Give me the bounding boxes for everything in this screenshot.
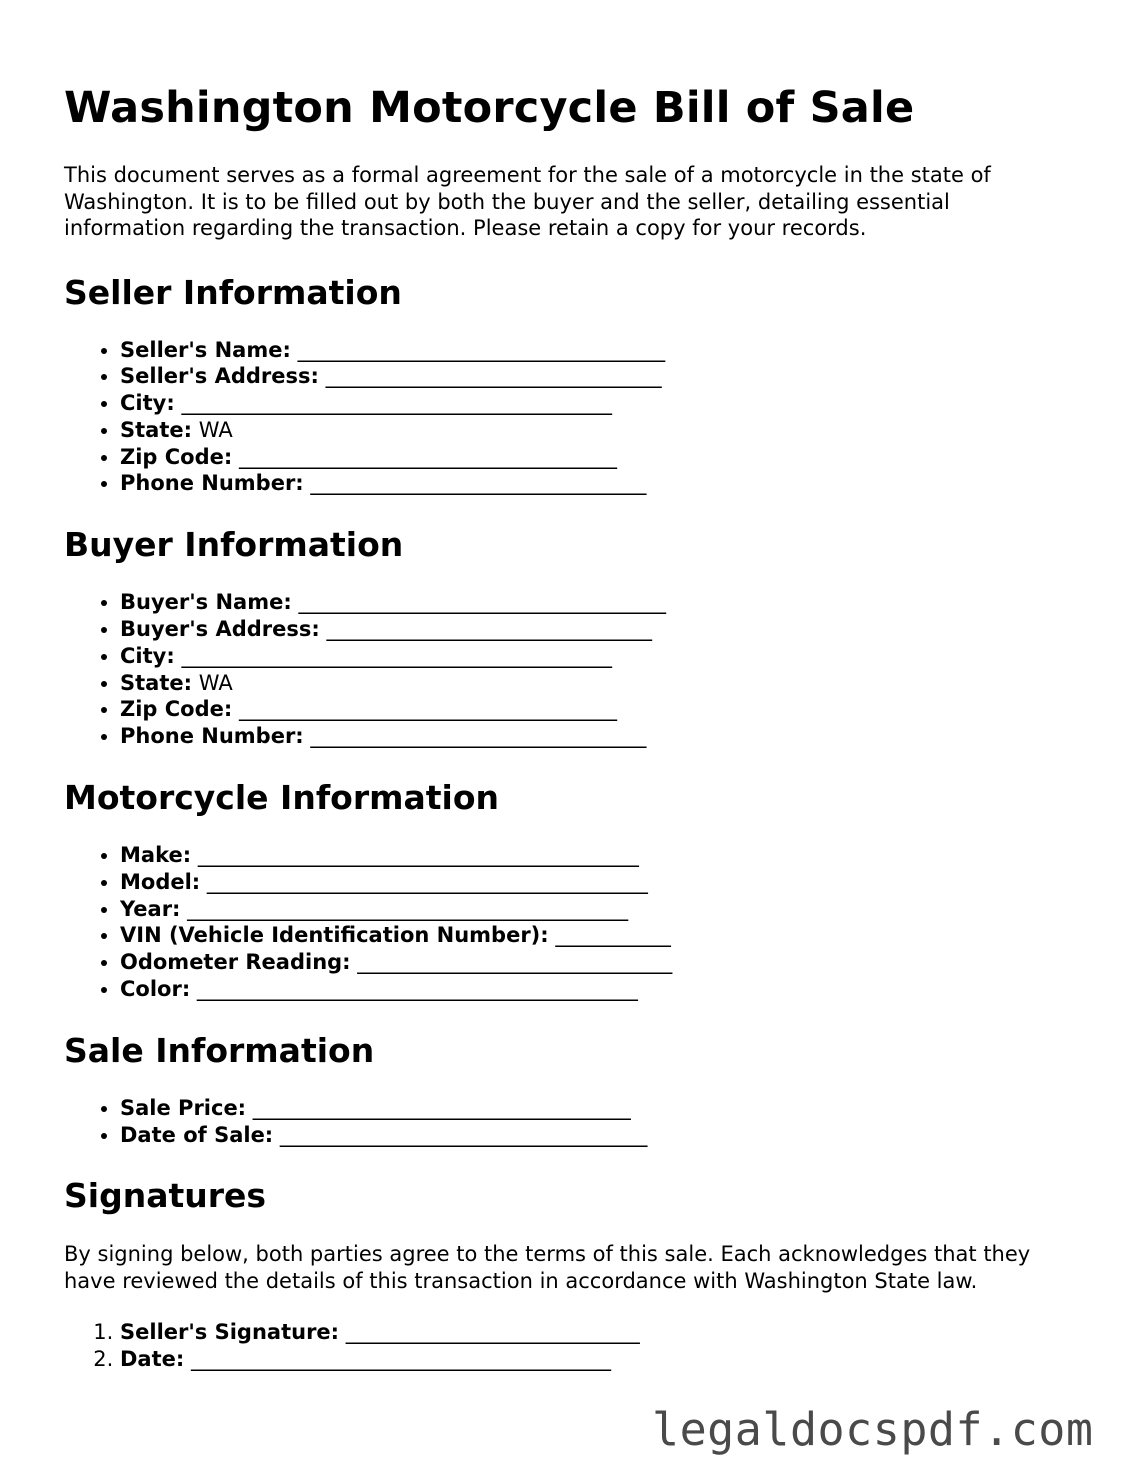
buyer-zip-field: • Zip Code: ____________________________________ <box>120 696 1074 723</box>
sale-section-heading: Sale Information <box>64 1030 375 1070</box>
sale-date-blank[interactable]: ___________________________________ <box>279 1122 648 1147</box>
seller-fields-list <box>64 337 1074 498</box>
document-title: Washington Motorcycle Bill of Sale <box>64 83 915 133</box>
sale-price-blank[interactable]: ____________________________________ <box>252 1095 631 1120</box>
seller-name-blank[interactable]: ___________________________________ <box>297 337 666 362</box>
seller-state-field: • State: WA <box>120 417 1074 444</box>
seller-city-blank[interactable]: _________________________________________ <box>181 391 612 416</box>
buyer-phone-field: • Phone Number: ________________________________ <box>120 723 1074 750</box>
buyer-phone-blank[interactable]: ________________________________ <box>310 724 647 749</box>
motorcycle-fields-list <box>64 842 1074 1003</box>
odometer-blank[interactable]: ______________________________ <box>357 950 673 975</box>
seller-state-value: WA <box>198 417 233 442</box>
seller-city-field: • City: _________________________________________ <box>120 390 1074 417</box>
vin-field: • VIN (Vehicle Identification Number): ___________ <box>120 922 1074 949</box>
buyer-state-value: WA <box>198 670 233 695</box>
buyer-fields-list <box>64 589 1074 750</box>
make-field: • Make: __________________________________________ <box>120 842 1074 869</box>
model-field: • Model: __________________________________________ <box>120 869 1074 896</box>
model-blank[interactable]: __________________________________________ <box>206 869 648 894</box>
sale-fields-list <box>64 1095 1074 1149</box>
signature-date-field: 2. Date: ________________________________________ <box>120 1346 1074 1373</box>
buyer-state-field: • State: WA <box>120 670 1074 697</box>
sale-price-field: • Sale Price: ____________________________________ <box>120 1095 1074 1122</box>
motorcycle-section-heading: Motorcycle Information <box>64 778 500 818</box>
buyer-city-blank[interactable]: _________________________________________ <box>181 643 612 668</box>
year-blank[interactable]: __________________________________________ <box>187 896 629 921</box>
document-page <box>64 78 1074 1373</box>
intro-paragraph: This document serves as a formal agreement for the sale of a motorcycle in the state of Washington. It is to be filled out by both the buyer and the seller, detailing essential information regarding the transaction. Please retain a copy for your records. <box>64 163 991 240</box>
color-field: • Color: __________________________________________ <box>120 976 1074 1003</box>
buyer-name-blank[interactable]: ___________________________________ <box>298 590 666 615</box>
make-blank[interactable]: __________________________________________ <box>197 843 639 868</box>
buyer-address-blank[interactable]: _______________________________ <box>326 617 652 642</box>
seller-signature-blank[interactable]: ____________________________ <box>345 1320 640 1345</box>
signature-date-blank[interactable]: ________________________________________ <box>190 1347 611 1372</box>
seller-zip-blank[interactable]: ____________________________________ <box>238 444 617 469</box>
vin-blank[interactable]: ___________ <box>555 923 671 948</box>
seller-address-field: • Seller's Address: ________________________________ <box>120 363 1074 390</box>
seller-phone-field: • Phone Number: ________________________________ <box>120 470 1074 497</box>
buyer-section-heading: Buyer Information <box>64 525 404 565</box>
buyer-address-field: • Buyer's Address: _______________________________ <box>120 616 1074 643</box>
seller-section-heading: Seller Information <box>64 272 402 312</box>
sale-date-field: • Date of Sale: ___________________________________ <box>120 1122 1074 1149</box>
seller-phone-blank[interactable]: ________________________________ <box>310 471 647 496</box>
signatures-section-heading: Signatures <box>64 1176 267 1216</box>
year-field: • Year: __________________________________________ <box>120 896 1074 923</box>
seller-signature-field: 1. Seller's Signature: ____________________________ <box>120 1319 1074 1346</box>
buyer-zip-blank[interactable]: ____________________________________ <box>238 697 617 722</box>
seller-address-blank[interactable]: ________________________________ <box>325 364 662 389</box>
seller-zip-field: • Zip Code: ____________________________________ <box>120 444 1074 471</box>
buyer-name-field: • Buyer's Name: ___________________________________ <box>120 589 1074 616</box>
odometer-field: • Odometer Reading: ______________________________ <box>120 949 1074 976</box>
buyer-city-field: • City: _________________________________________ <box>120 643 1074 670</box>
watermark-text: legaldocspdf.com <box>652 1403 1094 1456</box>
color-blank[interactable]: __________________________________________ <box>196 977 638 1002</box>
signatures-list <box>64 1319 1074 1373</box>
signatures-paragraph: By signing below, both parties agree to the terms of this sale. Each acknowledges that they have reviewed the details of this transaction in accordance with Washington State law. <box>64 1242 1031 1293</box>
seller-name-field: • Seller's Name: ___________________________________ <box>120 337 1074 364</box>
